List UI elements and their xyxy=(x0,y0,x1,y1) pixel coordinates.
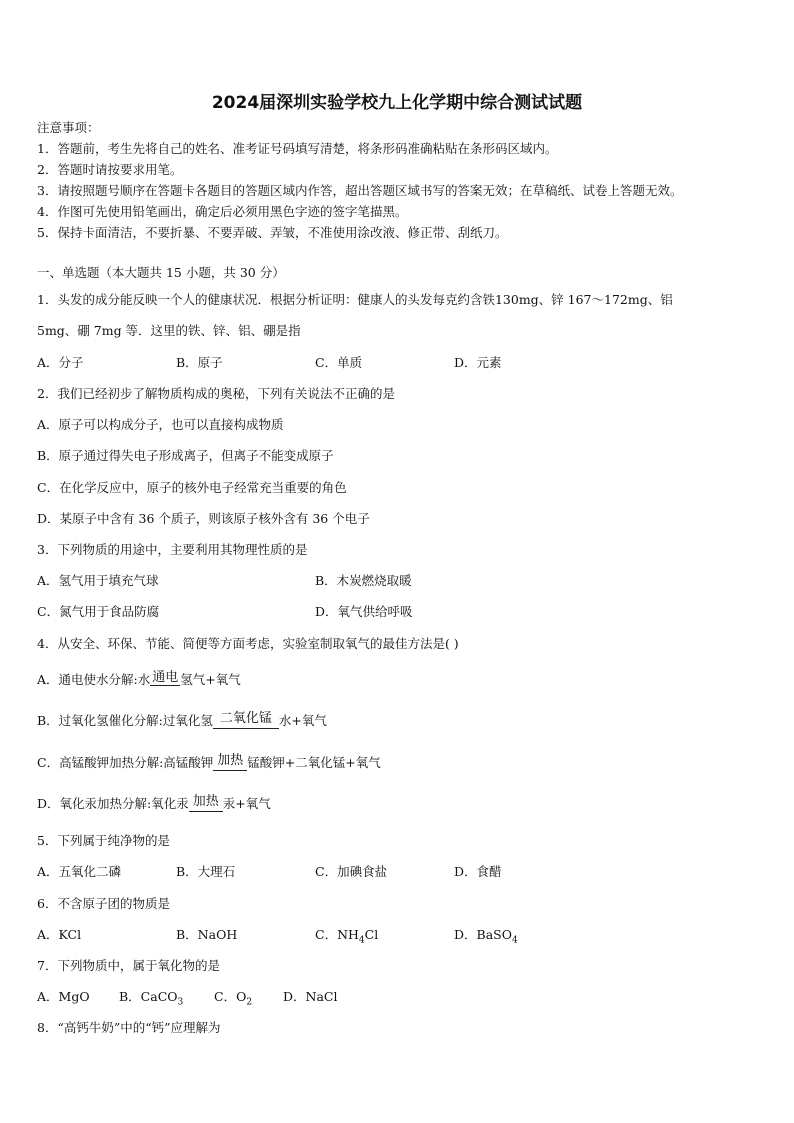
option-d: D．NaCl xyxy=(283,989,338,1004)
formula-subscript: 4 xyxy=(511,935,518,946)
option-b: B．木炭燃烧取暖 xyxy=(315,573,412,588)
question-stem: 3．下列物质的用途中，主要利用其物理性质的是 xyxy=(37,542,308,557)
formula-text: C．O xyxy=(214,989,247,1004)
notice-item: 4．作图可先使用铅笔画出，确定后必须用黑色字迹的签字笔描黑。 xyxy=(37,204,408,219)
question-stem: 5．下列属于纯净物的是 xyxy=(37,833,170,848)
formula-text: Cl xyxy=(364,927,379,942)
formula-text: B．CaCO xyxy=(119,989,178,1004)
reaction-arrow-line xyxy=(213,770,247,771)
option-a: A．五氧化二磷 xyxy=(37,864,122,879)
formula-subscript: 3 xyxy=(177,997,184,1008)
option-d: D．食醋 xyxy=(454,864,502,879)
option-d xyxy=(454,927,518,949)
question-stem: 2．我们已经初步了解物质构成的奥秘，下列有关说法不正确的是 xyxy=(37,386,395,401)
option-b xyxy=(119,989,183,1011)
option-b-products: 水+氧气 xyxy=(278,713,327,728)
formula-subscript: 2 xyxy=(246,997,253,1008)
reaction-arrow-line xyxy=(213,728,279,729)
notice-item: 3．请按照题号顺序在答题卡各题目的答题区域内作答，超出答题区域书写的答案无效；在草稿纸、试卷上答题无效。 xyxy=(37,183,683,198)
option-a: A．原子可以构成分子，也可以直接构成物质 xyxy=(37,417,284,432)
option-a: A．KCl xyxy=(37,927,82,942)
option-c xyxy=(37,752,381,772)
option-b: B．原子 xyxy=(176,355,223,370)
condition-label: 通电 xyxy=(152,669,179,685)
formula-text: D．BaSO xyxy=(454,927,512,942)
option-c: C．氮气用于食品防腐 xyxy=(37,604,160,619)
option-a xyxy=(37,669,241,689)
option-c xyxy=(214,989,252,1011)
option-a-products: 氢气+氧气 xyxy=(180,672,241,687)
option-c: C．在化学反应中，原子的核外电子经常充当重要的角色 xyxy=(37,480,347,495)
notice-item: 1．答题前，考生先将自己的姓名、准考证号码填写清楚，将条形码准确粘贴在条形码区域内。 xyxy=(37,141,558,156)
option-b: B．大理石 xyxy=(176,864,236,879)
option-b-reactants: B．过氧化氢催化分解:过氧化氢 xyxy=(37,713,213,728)
section-heading: 一、单选题（本大题共 15 小题，共 30 分） xyxy=(37,265,285,280)
question-stem: 8．“高钙牛奶”中的“钙”应理解为 xyxy=(37,1020,221,1035)
page-title: 2024届深圳实验学校九上化学期中综合测试试题 xyxy=(211,93,583,113)
option-a: A．氢气用于填充气球 xyxy=(37,573,159,588)
question-stem-continued: 5mg、硼 7mg 等．这里的铁、锌、铝、硼是指 xyxy=(37,323,301,338)
notice-item: 5．保持卡面清洁，不要折暴、不要弄破、弄皱，不准使用涂改液、修正带、刮纸刀。 xyxy=(37,225,508,240)
option-c xyxy=(315,927,378,949)
notice-heading: 注意事项： xyxy=(37,120,100,135)
formula-subscript: 4 xyxy=(358,935,365,946)
reaction-condition xyxy=(189,793,223,813)
option-d xyxy=(37,793,271,813)
reaction-arrow-line xyxy=(150,685,180,686)
option-a-reactants: A．通电使水分解:水 xyxy=(37,672,151,687)
option-d: D．元素 xyxy=(454,355,502,370)
option-d-reactants: D．氧化汞加热分解:氧化汞 xyxy=(37,796,189,811)
option-c: C．单质 xyxy=(315,355,363,370)
question-stem: 6．不含原子团的物质是 xyxy=(37,896,170,911)
question-stem: 4．从安全、环保、节能、简便等方面考虑，实验室制取氧气的最佳方法是( ) xyxy=(37,636,459,651)
option-b: B．原子通过得失电子形成离子，但离子不能变成原子 xyxy=(37,448,334,463)
question-stem: 7．下列物质中，属于氧化物的是 xyxy=(37,958,220,973)
option-b: B．NaOH xyxy=(176,927,238,942)
option-c-reactants: C．高锰酸钾加热分解:高锰酸钾 xyxy=(37,755,214,770)
option-a: A．MgO xyxy=(37,989,90,1004)
option-b xyxy=(37,710,327,730)
reaction-condition xyxy=(213,710,279,730)
notice-item: 2．答题时请按要求用笔。 xyxy=(37,162,183,177)
condition-label: 二氧化锰 xyxy=(219,710,272,726)
option-d: D．某原子中含有 36 个质子，则该原子核外含有 36 个电子 xyxy=(37,511,370,526)
reaction-condition xyxy=(213,752,247,772)
formula-text: C．NH xyxy=(315,927,359,942)
option-d: D．氧气供给呼吸 xyxy=(315,604,413,619)
question-stem: 1．头发的成分能反映一个人的健康状况．根据分析证明：健康人的头发每克约含铁130mg、锌 167～172mg、铝 xyxy=(37,292,673,307)
option-d-products: 汞+氧气 xyxy=(222,796,271,811)
option-c-products: 锰酸钾+二氧化锰+氧气 xyxy=(247,755,381,770)
reaction-arrow-line xyxy=(189,811,223,812)
condition-label: 加热 xyxy=(192,793,219,809)
reaction-condition xyxy=(150,669,180,689)
option-c: C．加碘食盐 xyxy=(315,864,388,879)
option-a: A．分子 xyxy=(37,355,84,370)
condition-label: 加热 xyxy=(217,752,244,768)
